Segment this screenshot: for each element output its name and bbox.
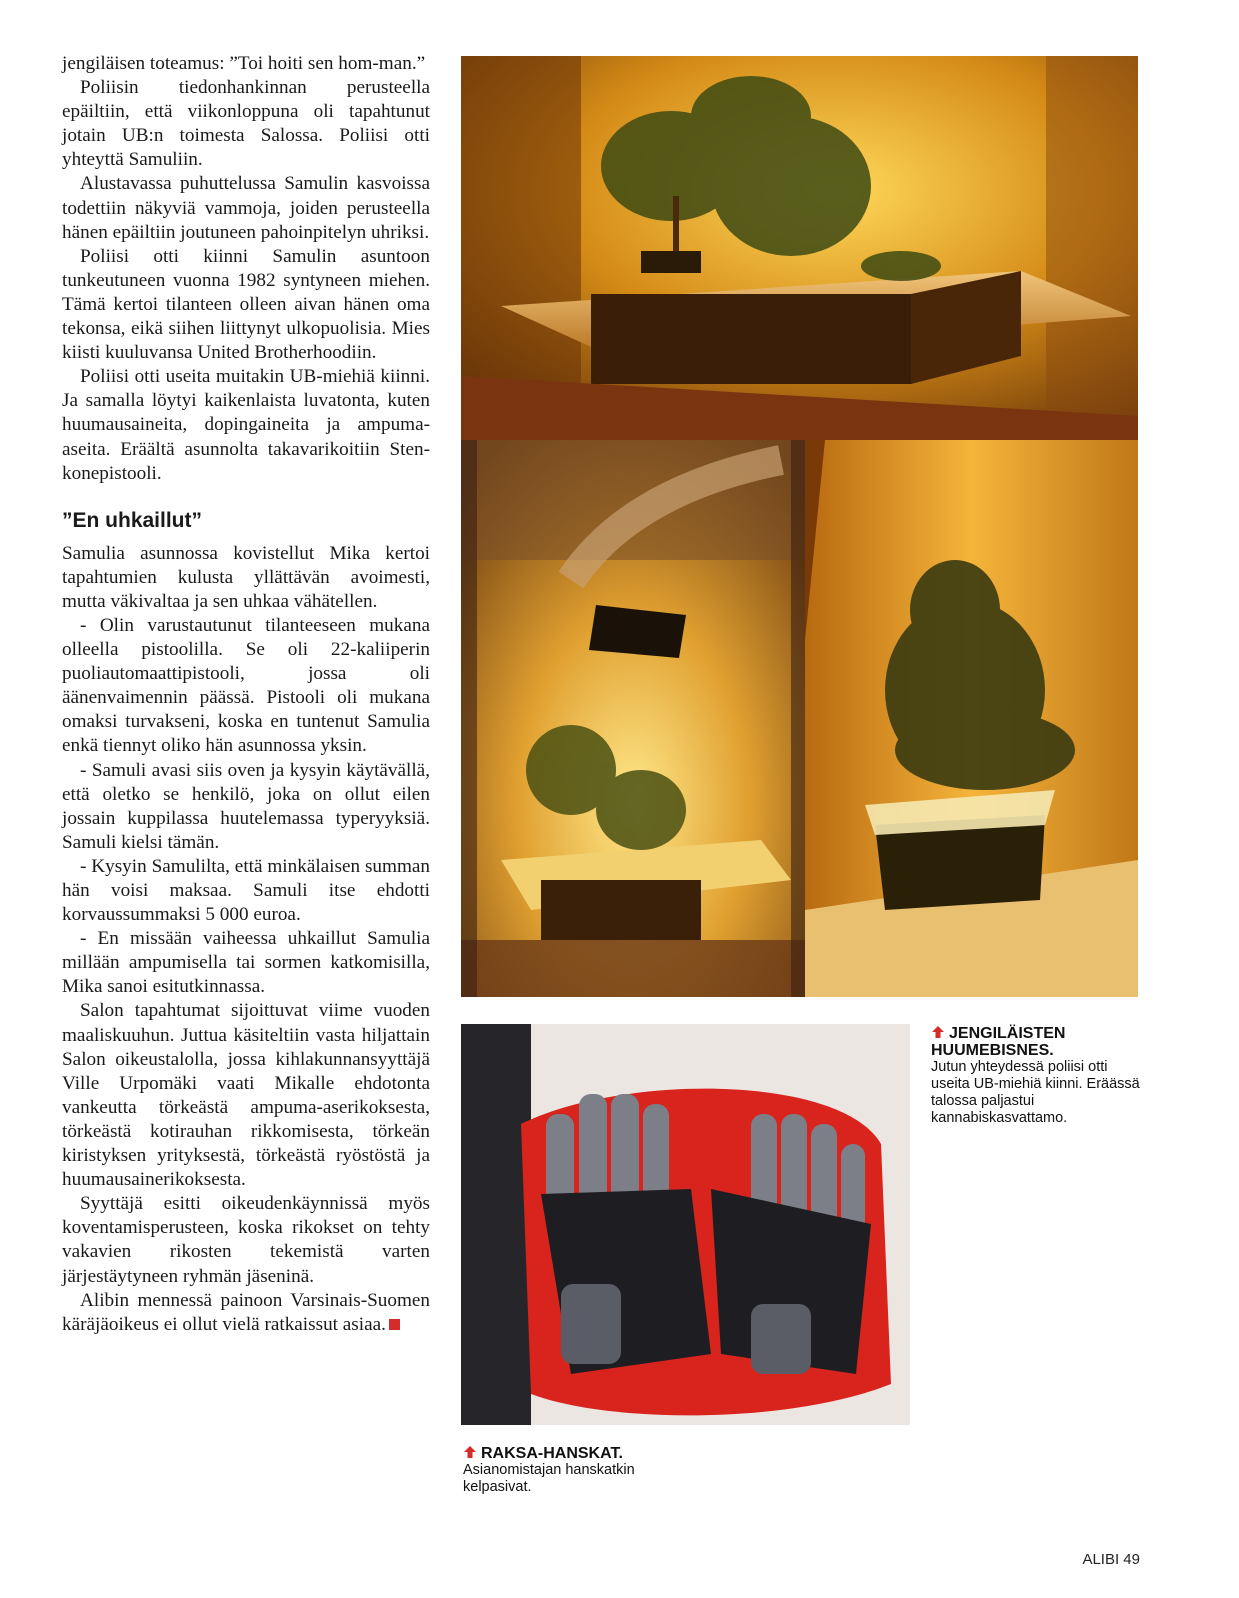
arrow-up-icon <box>931 1025 945 1039</box>
paragraph: Alustavassa puhuttelussa Samulin kasvoissa todettiin näkyviä vammoja, joiden perusteella hänen epäiltiin joutuneen pahoinpitelyn uhriksi. <box>62 173 430 243</box>
paragraph: Salon tapahtumat sijoittuvat viime vuoden maaliskuuhun. Juttua käsiteltiin vasta hiljattain Salon oikeustalolla, jossa kihlakunnansyyttäjä Ville Urpomäki vaati Mikalle ehdotonta vankeutta törkeästä ampuma-aserikoksesta, törkeästä kotirauhan rikkomisesta, törkeän kiristyksen yrityksestä, törkeästä ryöstöstä ja huumausainerikoksesta. <box>62 1000 430 1191</box>
caption-grow-title <box>931 1025 1146 1059</box>
paragraph: Samulia asunnossa kovistellut Mika kertoi tapahtumien kulusta yllättävän avoimesti, mutta väkivaltaa ja sen uhkaa vähätellen. <box>62 542 430 612</box>
end-square-icon <box>389 1319 400 1330</box>
article-body-after <box>62 542 430 1337</box>
paragraph-last-text: Alibin mennessä painoon Varsinais-Suomen käräjäoikeus ei ollut vielä ratkaissut asiaa. <box>62 1289 430 1335</box>
paragraph: Poliisin tiedonhankinnan perusteella epäiltiin, että viikonloppuna oli tapahtunut jotain UB:n toimesta Salossa. Poliisi otti yhteyttä Samuliin. <box>62 77 430 171</box>
paragraph: - Olin varustautunut tilanteeseen mukana olleella pistoolilla. Se oli 22-kaliiperin puoliautomaattipistooli, jossa oli äänenvaimennin päässä. Pistooli oli mukana omaksi turvakseni, koska en tuntenut Samulia enkä tiennyt oliko hän asunnossa yksin. <box>62 614 430 757</box>
paragraph: jengiläisen toteamus: ”Toi hoiti sen hom-man.” <box>62 53 426 74</box>
photo-grow-plant-right <box>805 440 1138 997</box>
paragraph: Poliisi otti kiinni Samulin asuntoon tunkeutuneen vuonna 1982 syntyneen miehen. Tämä kertoi tilanteen olleen aivan hänen oma tekonsa, eikä siihen liittynyt ulkopuolisia. Mies kiisti kuuluvansa United Brotherhoodiin. <box>62 245 430 364</box>
caption-gloves-title-text: RAKSA-HANSKAT. <box>481 1445 623 1462</box>
article-body-before <box>62 52 430 486</box>
caption-gloves <box>463 1445 663 1496</box>
paragraph: Syyttäjä esitti oikeudenkäynnissä myös koventamisperusteen, koska rikokset on tehty vakavien rikosten tekemistä varten järjestäytyneen ryhmän jäseninä. <box>62 1193 430 1287</box>
paragraph: - Samuli avasi siis oven ja kysyin käytävällä, että oletko se henkilö, joka on ollut eilen jossain kuppilassa huutelemassa typeryyksiä. Samuli kielsi tämän. <box>62 759 430 853</box>
caption-gloves-body: Asianomistajan hanskatkin kelpasivat. <box>463 1462 635 1495</box>
photo-grow-tent-left <box>461 440 805 997</box>
paragraph: - En missään vaiheessa uhkaillut Samulia millään ampumisella tai sormen katkomisilla, Mika sanoi esitutkinnassa. <box>62 928 430 998</box>
paragraph: Poliisi otti useita muitakin UB-miehiä kiinni. Ja samalla löytyi kaikenlaista luvatonta, kuten huumausaineita, dopingaineita ja ampuma-aseita. Eräältä asunnolta takavarikoitiin Sten-konepistooli. <box>62 366 430 484</box>
article-column <box>62 52 430 1337</box>
paragraph: - Kysyin Samulilta, että minkälaisen summan hän voisi maksaa. Samuli itse ehdotti korvaussummaksi 5 000 euroa. <box>62 855 430 926</box>
photo-gloves <box>461 1024 910 1425</box>
caption-grow-body: Jutun yhteydessä poliisi otti useita UB-miehiä kiinni. Eräässä talossa paljastui kannabiskasvattamo. <box>931 1059 1140 1126</box>
caption-grow-title-text: JENGILÄISTEN HUUMEBISNES. <box>931 1025 1066 1059</box>
page-folio: ALIBI 49 <box>1082 1551 1140 1568</box>
caption-grow <box>931 1025 1146 1127</box>
photo-grow-tent-top <box>461 56 1138 440</box>
caption-gloves-title <box>463 1445 663 1462</box>
subheading: ”En uhkaillut” <box>62 508 203 532</box>
paragraph-last <box>62 1289 430 1337</box>
arrow-up-icon <box>463 1445 477 1459</box>
